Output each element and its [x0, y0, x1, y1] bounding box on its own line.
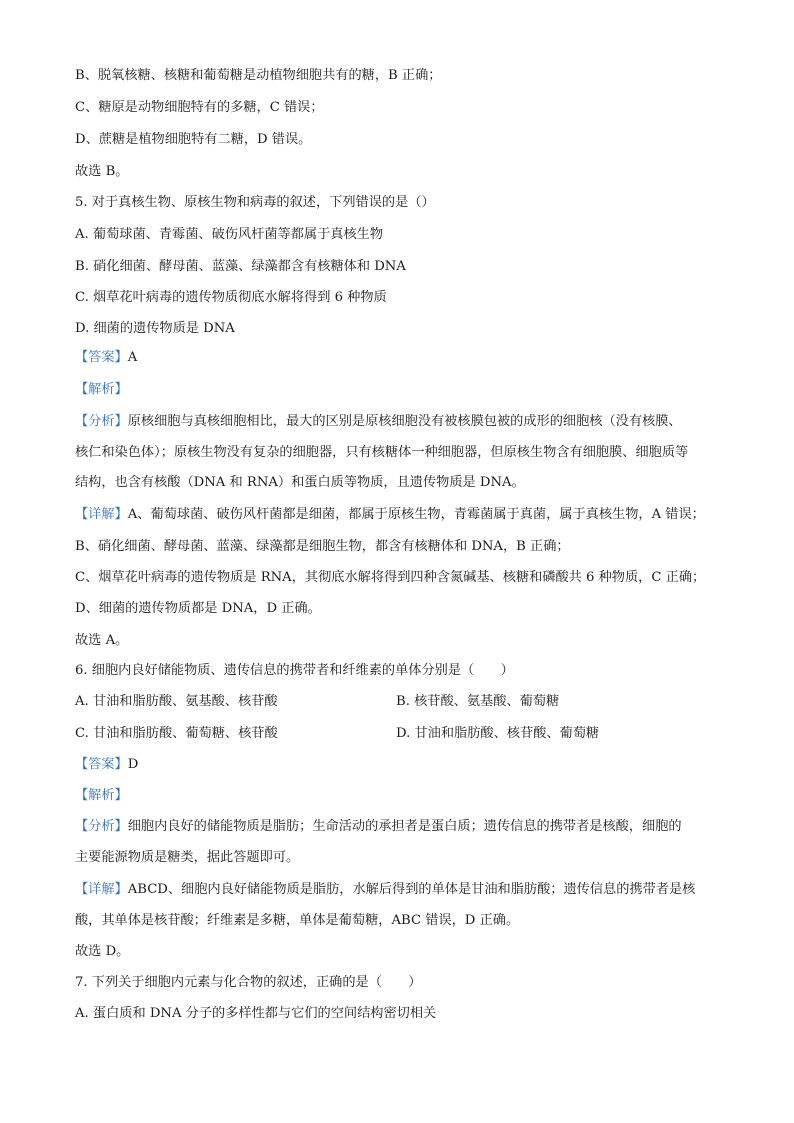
- text-line: 结构，也含有核酸（DNA 和 RNA）和蛋白质等物质，且遗传物质是 DNA。: [75, 475, 525, 490]
- question-6-option-a: A. 甘油和脂肪酸、氨基酸、核苷酸: [75, 694, 278, 709]
- question-5-option-c: C. 烟草花叶病毒的遗传物质彻底水解将得到 6 种物质: [75, 290, 387, 305]
- question-6-fenxi: [75, 817, 734, 837]
- xiangjie-text: A、葡萄球菌、破伤风杆菌都是细菌，都属于原核生物，青霉菌属于真菌，属于真核生物，A 错误；: [127, 507, 705, 522]
- question-6-option-b: B. 核苷酸、氨基酸、葡萄糖: [396, 694, 560, 709]
- select-line: 故选 B。: [75, 164, 129, 179]
- text-line: 主要能源物质是糖类，据此答题即可。: [75, 850, 300, 865]
- question-6-options-row-2: [75, 724, 734, 744]
- question-6-answer: [75, 755, 734, 775]
- answer-value: A: [127, 350, 138, 365]
- question-7-option-a: A. 蛋白质和 DNA 分子的多样性都与它们的空间结构密切相关: [75, 1006, 437, 1021]
- answer-tag: 【答案】: [75, 757, 128, 772]
- text-line: C、烟草花叶病毒的遗传物质是 RNA，其彻底水解将得到四种含氮碱基、核糖和磷酸共 6 种物质，C 正确；: [75, 570, 706, 585]
- question-5-answer: [75, 348, 734, 368]
- answer-tag: 【答案】: [75, 350, 128, 365]
- text-line: 核仁和染色体）；原核生物没有复杂的细胞器，只有核糖体一种细胞器，但原核生物含有细胞膜、细胞质等: [75, 445, 689, 460]
- question-7-stem: 7. 下列关于细胞内元素与化合物的叙述，正确的是（ ）: [75, 975, 422, 990]
- text-line: B、硝化细菌、酵母菌、蓝藻、绿藻都是细胞生物，都含有核糖体和 DNA，B 正确；: [75, 539, 570, 554]
- xiangjie-tag: 【详解】: [75, 507, 128, 522]
- text-line: D、细菌的遗传物质都是 DNA，D 正确。: [75, 601, 321, 616]
- question-5-stem: 5. 对于真核生物、原核生物和病毒的叙述，下列错误的是（）: [75, 195, 435, 210]
- fenxi-text: 细胞内良好的储能物质是脂肪；生命活动的承担者是蛋白质；遗传信息的携带者是核酸，细胞的: [127, 819, 682, 834]
- fenxi-text: 原核细胞与真核细胞相比，最大的区别是原核细胞没有被核膜包被的成形的细胞核（没有核膜、: [127, 414, 682, 429]
- select-line: 故选 D。: [75, 944, 130, 959]
- answer-value: D: [127, 757, 139, 772]
- question-6-stem: 6. 细胞内良好储能物质、遗传信息的携带者和纤维素的单体分别是（ ）: [75, 663, 514, 678]
- xiangjie-tag: 【详解】: [75, 882, 128, 897]
- question-6-xiangjie: [75, 880, 734, 900]
- question-5-option-a: A. 葡萄球菌、青霉菌、破伤风杆菌等都属于真核生物: [75, 227, 384, 242]
- text-line: C、糖原是动物细胞特有的多糖，C 错误；: [75, 100, 324, 115]
- question-5-option-d: D. 细菌的遗传物质是 DNA: [75, 321, 235, 336]
- analysis-heading: 【解析】: [75, 788, 128, 803]
- question-5-fenxi: [75, 412, 734, 432]
- text-line: 酸，其单体是核苷酸；纤维素是多糖，单体是葡萄糖，ABC 错误，D 正确。: [75, 913, 520, 928]
- select-line: 故选 A。: [75, 633, 129, 648]
- analysis-heading: 【解析】: [75, 382, 128, 397]
- question-5-option-b: B. 硝化细菌、酵母菌、蓝藻、绿藻都含有核糖体和 DNA: [75, 259, 406, 274]
- fenxi-tag: 【分析】: [75, 414, 128, 429]
- question-6-option-d: D. 甘油和脂肪酸、核苷酸、葡萄糖: [396, 726, 600, 741]
- question-6-option-c: C. 甘油和脂肪酸、葡萄糖、核苷酸: [75, 726, 278, 741]
- question-5-xiangjie: [75, 505, 734, 525]
- text-line: D、蔗糖是植物细胞特有二糖，D 错误。: [75, 132, 312, 147]
- xiangjie-text: ABCD、细胞内良好储能物质是脂肪，水解后得到的单体是甘油和脂肪酸；遗传信息的携带者是核: [127, 882, 696, 897]
- text-line: B、脱氧核糖、核糖和葡萄糖是动植物细胞共有的糖，B 正确；: [75, 68, 442, 83]
- fenxi-tag: 【分析】: [75, 819, 128, 834]
- question-6-options-row-1: [75, 692, 734, 712]
